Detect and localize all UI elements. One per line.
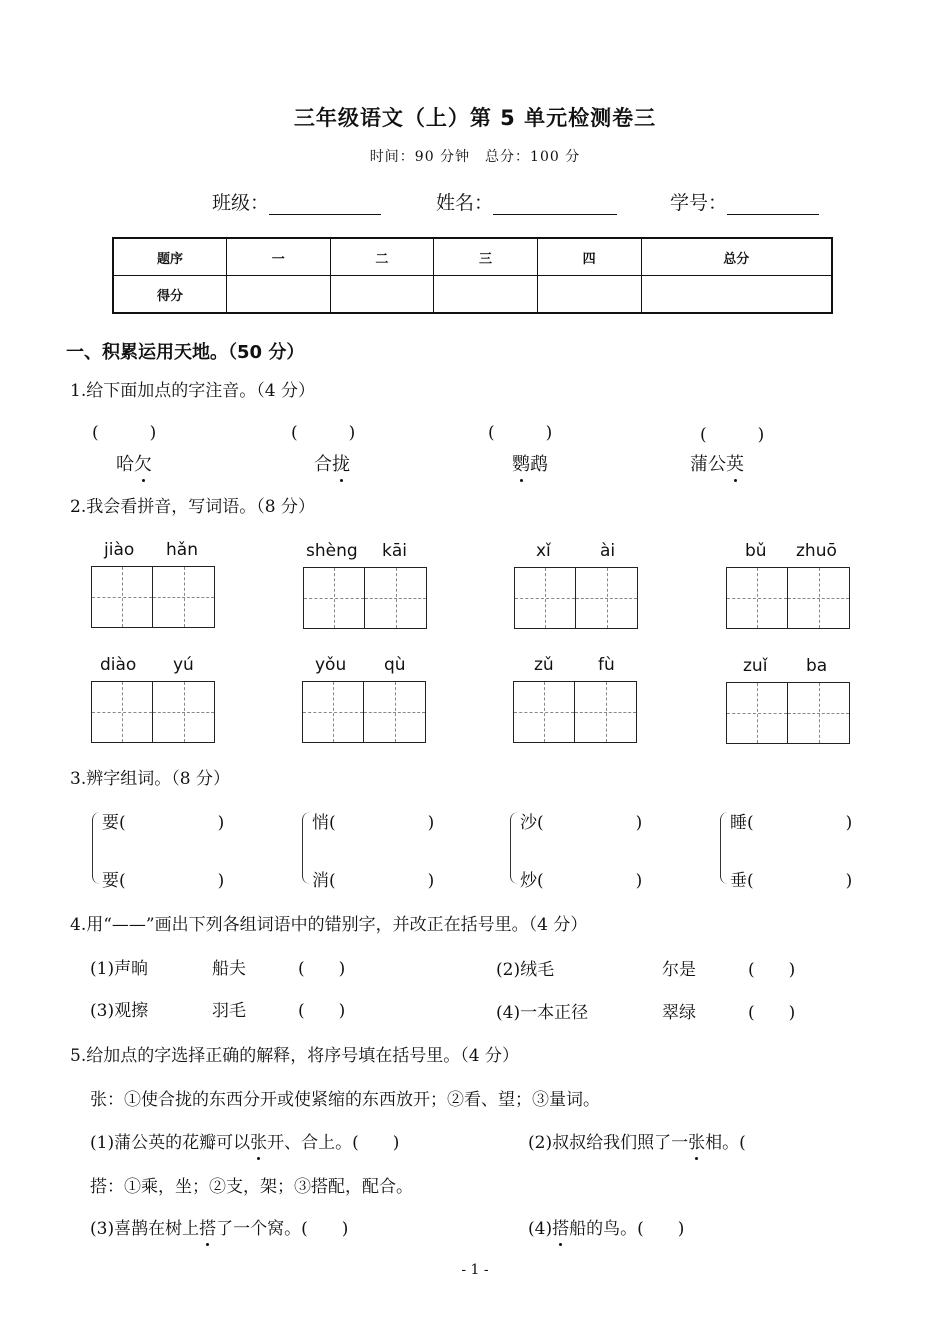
paren-close: ) bbox=[427, 871, 435, 891]
q3-item bbox=[312, 866, 434, 891]
q4-word: 翠绿 bbox=[662, 1003, 696, 1023]
class-label: 班级： bbox=[212, 192, 270, 214]
dotted-char: 搭 bbox=[199, 1219, 217, 1239]
writing-grid[interactable] bbox=[302, 681, 426, 743]
score-header-row bbox=[113, 238, 832, 276]
number-label: 学号： bbox=[670, 192, 728, 214]
word-part: 蒲公 bbox=[690, 454, 726, 475]
answer-paren[interactable]: ( ) bbox=[298, 1001, 346, 1021]
paren-open: ( bbox=[119, 813, 126, 833]
pinyin: shèng bbox=[306, 541, 358, 561]
q1-word bbox=[512, 450, 548, 476]
pinyin: yǒu bbox=[315, 655, 347, 675]
char: 要 bbox=[102, 871, 119, 891]
pinyin: zuǐ bbox=[743, 656, 768, 676]
paren-open: ( bbox=[329, 871, 336, 891]
pinyin: xǐ bbox=[536, 541, 551, 561]
writing-grid[interactable] bbox=[514, 567, 638, 629]
q5-sentence bbox=[90, 1214, 348, 1239]
score-cell[interactable] bbox=[330, 276, 434, 314]
score-header: 一 bbox=[227, 238, 331, 276]
exam-meta: 时间：90 分钟 总分：100 分 bbox=[369, 149, 581, 165]
dotted-char: 搭 bbox=[552, 1219, 570, 1239]
sentence-text: 开、合上。( ) bbox=[267, 1133, 400, 1153]
answer-paren[interactable]: ( ) bbox=[488, 423, 553, 443]
dotted-char: 拢 bbox=[332, 454, 350, 475]
q3-item bbox=[730, 866, 852, 891]
paren-open: ( bbox=[537, 813, 544, 833]
q3-item bbox=[520, 866, 642, 891]
paren-open: ( bbox=[537, 871, 544, 891]
word-part: 合 bbox=[314, 454, 332, 475]
char: 消 bbox=[312, 871, 329, 891]
pinyin: jiào bbox=[104, 540, 135, 560]
section-heading: 一、积累运用天地。（50 分） bbox=[66, 342, 305, 363]
paren-open: ( bbox=[747, 813, 754, 833]
dotted-char: 英 bbox=[726, 454, 744, 475]
brace bbox=[302, 812, 311, 884]
paren-open: ( bbox=[119, 871, 126, 891]
q4-label: (3)观擦 bbox=[90, 1001, 149, 1021]
answer-paren[interactable]: ( ) bbox=[748, 960, 796, 980]
writing-grid[interactable] bbox=[513, 681, 637, 743]
q4-label: (1)声晌 bbox=[90, 959, 149, 979]
word-part: 哈 bbox=[116, 454, 134, 475]
answer-paren[interactable]: ( ) bbox=[700, 425, 765, 445]
score-table bbox=[112, 237, 833, 314]
char: 悄 bbox=[312, 813, 329, 833]
definition-zhang: 张：①使合拢的东西分开或使紧缩的东西放开；②看、望；③量词。 bbox=[90, 1090, 600, 1110]
paren-close: ) bbox=[845, 871, 853, 891]
paren-close: ) bbox=[217, 871, 225, 891]
score-header: 四 bbox=[537, 238, 641, 276]
score-row bbox=[113, 276, 832, 314]
sentence-text: (2)叔叔给我们照了一 bbox=[528, 1133, 689, 1153]
q4-label: (4)一本正径 bbox=[496, 1003, 589, 1023]
number-blank[interactable] bbox=[727, 192, 819, 215]
q4-word: 船夫 bbox=[212, 959, 246, 979]
name-field bbox=[436, 188, 617, 215]
number-field bbox=[670, 188, 819, 215]
score-header: 二 bbox=[330, 238, 434, 276]
sentence-text: (3)喜鹊在树上 bbox=[90, 1219, 200, 1239]
dotted-char: 鹦 bbox=[512, 454, 530, 475]
q1-word bbox=[116, 450, 152, 476]
q5-sentence bbox=[528, 1214, 684, 1239]
score-cell[interactable] bbox=[227, 276, 331, 314]
q1-word bbox=[690, 450, 744, 476]
q3-item bbox=[102, 808, 224, 833]
answer-paren[interactable]: ( ) bbox=[291, 423, 356, 443]
paren-open: ( bbox=[747, 871, 754, 891]
char: 要 bbox=[102, 813, 119, 833]
definition-da: 搭：①乘，坐；②支，架；③搭配，配合。 bbox=[90, 1177, 413, 1197]
pinyin: diào bbox=[100, 655, 137, 675]
pinyin: fù bbox=[598, 655, 615, 675]
pinyin: yú bbox=[173, 655, 194, 675]
name-label: 姓名： bbox=[436, 192, 494, 214]
score-cell[interactable] bbox=[537, 276, 641, 314]
dotted-char: 张 bbox=[250, 1133, 268, 1153]
writing-grid[interactable] bbox=[726, 567, 850, 629]
sentence-text: (1)蒲公英的花瓣可以 bbox=[90, 1133, 251, 1153]
q5-sentence bbox=[90, 1128, 399, 1153]
paren-close: ) bbox=[635, 813, 643, 833]
question-4-stem: 4.用“——”画出下列各组词语中的错别字，并改正在括号里。（4 分） bbox=[70, 915, 588, 935]
answer-paren[interactable]: ( ) bbox=[748, 1003, 796, 1023]
pinyin: kāi bbox=[382, 541, 407, 561]
q4-word: 尔是 bbox=[662, 960, 696, 980]
paren-close: ) bbox=[217, 813, 225, 833]
name-blank[interactable] bbox=[493, 192, 617, 215]
paren-close: ) bbox=[635, 871, 643, 891]
pinyin: zǔ bbox=[534, 655, 554, 675]
q1-word bbox=[314, 450, 350, 476]
class-field bbox=[212, 188, 381, 215]
sentence-text: 了一个窝。( ) bbox=[216, 1219, 349, 1239]
question-1-stem: 1.给下面加点的字注音。（4 分） bbox=[70, 381, 315, 401]
page-title: 三年级语文（上）第 5 单元检测卷三 bbox=[293, 106, 657, 130]
q3-item bbox=[730, 808, 852, 833]
q3-item bbox=[520, 808, 642, 833]
class-blank[interactable] bbox=[269, 192, 381, 215]
q5-sentence bbox=[528, 1128, 746, 1153]
score-header: 三 bbox=[434, 238, 538, 276]
score-cell[interactable] bbox=[641, 276, 832, 314]
answer-paren[interactable]: ( ) bbox=[298, 959, 346, 979]
dotted-char: 欠 bbox=[134, 454, 152, 475]
char: 炒 bbox=[520, 871, 537, 891]
score-header: 题序 bbox=[113, 238, 227, 276]
brace bbox=[92, 812, 101, 884]
writing-grid[interactable] bbox=[91, 681, 215, 743]
char: 沙 bbox=[520, 813, 537, 833]
writing-grid[interactable] bbox=[303, 567, 427, 629]
score-row-label: 得分 bbox=[113, 276, 227, 314]
sentence-text: (4) bbox=[528, 1219, 553, 1239]
pinyin: zhuō bbox=[796, 541, 837, 561]
sentence-text: 船的鸟。( ) bbox=[569, 1219, 685, 1239]
q3-item bbox=[102, 866, 224, 891]
question-2-stem: 2.我会看拼音，写词语。（8 分） bbox=[70, 497, 315, 517]
q4-word: 羽毛 bbox=[212, 1001, 246, 1021]
question-3-stem: 3.辨字组词。（8 分） bbox=[70, 769, 230, 789]
writing-grid[interactable] bbox=[91, 566, 215, 628]
sentence-text: 相。( bbox=[705, 1133, 746, 1153]
char: 睡 bbox=[730, 813, 747, 833]
paren-close: ) bbox=[427, 813, 435, 833]
score-cell[interactable] bbox=[434, 276, 538, 314]
question-5-stem: 5.给加点的字选择正确的解释，将序号填在括号里。（4 分） bbox=[70, 1046, 519, 1066]
brace bbox=[720, 812, 729, 884]
page-number: - 1 - bbox=[461, 1262, 489, 1278]
paren-open: ( bbox=[329, 813, 336, 833]
score-header: 总分 bbox=[641, 238, 832, 276]
q4-label: (2)绒毛 bbox=[496, 960, 555, 980]
q3-item bbox=[312, 808, 434, 833]
pinyin: hǎn bbox=[166, 540, 198, 560]
writing-grid[interactable] bbox=[726, 682, 850, 744]
pinyin: ba bbox=[806, 656, 828, 676]
dotted-char: 张 bbox=[688, 1133, 706, 1153]
brace bbox=[510, 812, 519, 884]
pinyin: qù bbox=[384, 655, 406, 675]
char: 垂 bbox=[730, 871, 747, 891]
answer-paren[interactable]: ( ) bbox=[92, 423, 157, 443]
word-part: 鹉 bbox=[530, 454, 548, 475]
pinyin: bǔ bbox=[745, 541, 767, 561]
pinyin: ài bbox=[600, 541, 616, 561]
paren-close: ) bbox=[845, 813, 853, 833]
